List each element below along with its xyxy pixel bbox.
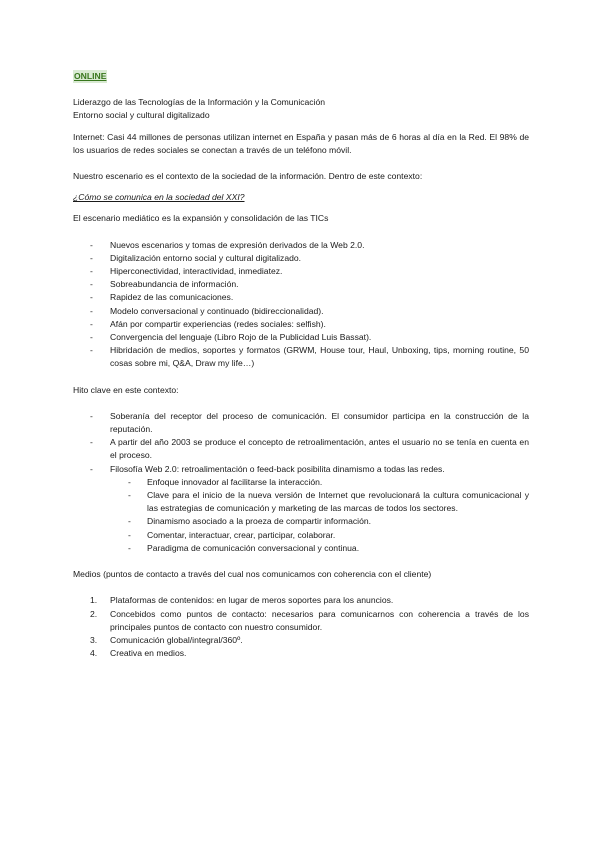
list-item: - Sobreabundancia de información. [73, 278, 529, 291]
numbered-item [73, 647, 529, 660]
sub-list-item: - Paradigma de comunicación conversacional y continua. [73, 542, 529, 555]
escenario-paragraph: Nuestro escenario es el contexto de la sociedad de la información. Dentro de este contexto: [73, 171, 423, 182]
item-text: Creativa en medios. [110, 648, 187, 659]
list-item: - Convergencia del lenguaje (Libro Rojo de la Publicidad Luis Bassat). [73, 331, 529, 344]
sub-list-item: - Dinamismo asociado a la proeza de compartir información. [73, 515, 529, 528]
list-item: - Nuevos escenarios y tomas de expresión derivados de la Web 2.0. [73, 239, 529, 252]
document-page [73, 70, 529, 660]
numbered-item [73, 608, 529, 634]
subtitle-2: Entorno social y cultural digitalizado [73, 110, 210, 121]
mediatic-paragraph: El escenario mediático es la expansión y consolidación de las TICs [73, 213, 329, 224]
numbered-item [73, 634, 529, 647]
list-item: - Rapidez de las comunicaciones. [73, 291, 529, 304]
sub-list-item: - Comentar, interactuar, crear, participar, colaborar. [73, 529, 529, 542]
item-number: 2. [90, 608, 98, 619]
item-number: 3. [90, 634, 98, 645]
list-item: - Hibridación de medios, soportes y formatos (GRWM, House tour, Haul, Unboxing, tips, morning routine, 50 cosas sobre mi, Q&A, Draw my life…) [73, 344, 529, 370]
medios-list [73, 594, 529, 660]
list-item: - Modelo conversacional y continuado (bidireccionalidad). [73, 305, 529, 318]
item-text: Comunicación global/integral/360º. [110, 634, 243, 645]
numbered-item [73, 594, 529, 607]
tics-list [73, 239, 529, 371]
question-heading: ¿Cómo se comunica en la sociedad del XXI? [73, 192, 245, 203]
internet-paragraph: Internet: Casi 44 millones de personas utilizan internet en España y pasan más de 6 horas al día en la Red. El 98% de los usuarios de redes sociales se conectan a través de un teléfono móvil. [73, 131, 529, 155]
hito-title: Hito clave en este contexto: [73, 384, 179, 395]
sub-list-item: - Clave para el inicio de la nueva versión de Internet que revolucionará la cultura comunicacional y las estrategias de comunicación y marketing de las marcas de todos los sectores. [73, 489, 529, 515]
list-item: - Digitalización entorno social y cultural digitalizado. [73, 252, 529, 265]
list-item-text: Filosofía Web 2.0: retroalimentación o feed-back posibilita dinamismo a todas las redes. [110, 463, 445, 474]
list-item [73, 463, 529, 476]
subtitle-1: Liderazgo de las Tecnologías de la Información y la Comunicación [73, 97, 326, 108]
list-item: - Hiperconectividad, interactividad, inmediatez. [73, 265, 529, 278]
sub-list-item: - Enfoque innovador al facilitarse la interacción. [73, 476, 529, 489]
item-number: 4. [90, 648, 98, 659]
web20-sublist [73, 476, 529, 555]
medios-title: Medios (puntos de contacto a través del cual nos comunicamos con coherencia con el cliente) [73, 569, 432, 580]
item-text: Concebidos como puntos de contacto: necesarios para comunicarnos con coherencia a través de los principales puntos de contacto con nuestro consumidor. [110, 608, 529, 632]
list-item: - Afán por compartir experiencias (redes sociales: selfish). [73, 318, 529, 331]
list-item: - A partir del año 2003 se produce el concepto de retroalimentación, antes el usuario no se tenía en cuenta en el proceso. [73, 436, 529, 462]
item-number: 1. [90, 595, 98, 606]
section-heading: ONLINE [73, 70, 107, 83]
hito-list [73, 410, 529, 476]
list-item: - Soberanía del receptor del proceso de comunicación. El consumidor participa en la construcción de la reputación. [73, 410, 529, 436]
item-text: Plataformas de contenidos: en lugar de meros soportes para los anuncios. [110, 595, 394, 606]
